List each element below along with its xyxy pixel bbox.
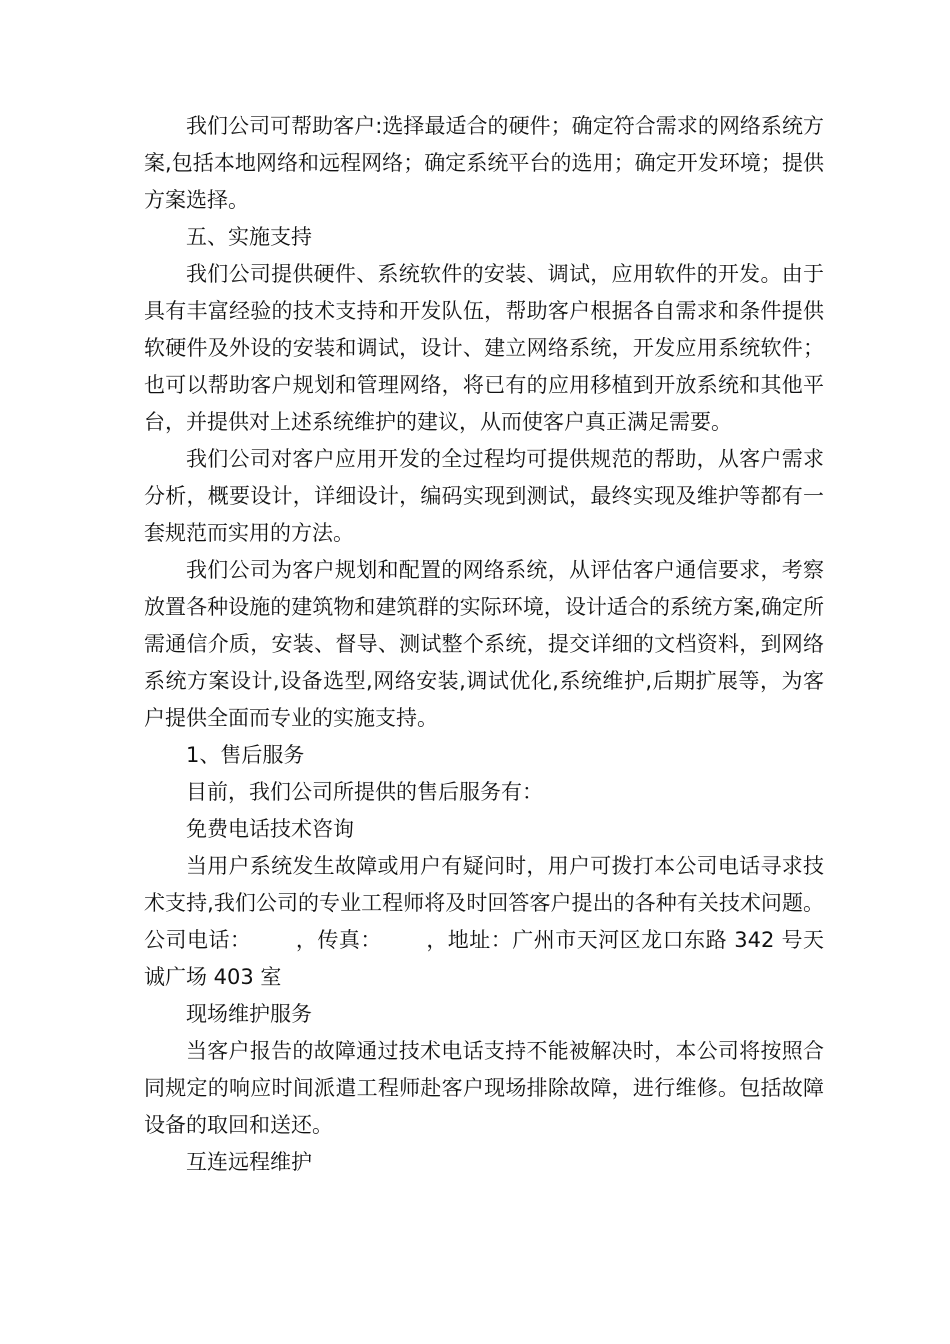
fax-label: ，传真： bbox=[295, 928, 382, 952]
phone-consulting-text: 当用户系统发生故障或用户有疑问时，用户可拨打本公司电话寻求技术支持,我们公司的专业工程师将及时回答客户提出的各种有关技术问题。 bbox=[144, 854, 824, 915]
address-label: ，地址： bbox=[425, 928, 513, 952]
paragraph-development-process: 我们公司对客户应用开发的全过程均可提供规范的帮助，从客户需求分析，概要设计，详细设计，编码实现到测试，最终实现及维护等都有一套规范而实用的方法。 bbox=[144, 447, 824, 545]
subheading-phone-consulting: 免费电话技术咨询 bbox=[186, 817, 354, 841]
subheading-remote-maintenance: 互连远程维护 bbox=[186, 1150, 312, 1174]
phone-label: 公司电话： bbox=[144, 928, 252, 952]
paragraph-network-planning: 我们公司为客户规划和配置的网络系统，从评估客户通信要求，考察放置各种设施的建筑物和建筑群的实际环境，设计适合的系统方案,确定所需通信介质，安装、督导、测试整个系统，提交详细的文档资料，到网络系统方案设计,设备选型,网络安装,调试优化,系统维护,后期扩展等，为客户提供全面而专业的实施支持。 bbox=[144, 558, 824, 730]
address-text: 广州市天河区龙口东路 342 号天诚广场 403 室 bbox=[144, 928, 824, 989]
document-page bbox=[144, 108, 824, 1181]
paragraph-services-intro: 目前，我们公司所提供的售后服务有： bbox=[186, 780, 543, 804]
paragraph-onsite-maintenance: 当客户报告的故障通过技术电话支持不能被解决时，本公司将按照合同规定的响应时间派遣工程师赴客户现场排除故障，进行维修。包括故障设备的取回和送还。 bbox=[144, 1039, 824, 1137]
subheading-onsite-maintenance: 现场维护服务 bbox=[186, 1002, 312, 1026]
paragraph-installation-support: 我们公司提供硬件、系统软件的安装、调试，应用软件的开发。由于具有丰富经验的技术支持和开发队伍，帮助客户根据各自需求和条件提供软硬件及外设的安装和调试，设计、建立网络系统，开发应用系统软件；也可以帮助客户规划和管理网络，将已有的应用移植到开放系统和其他平台，并提供对上述系统维护的建议，从而使客户真正满足需要。 bbox=[144, 262, 824, 434]
paragraph-phone-consulting bbox=[144, 848, 824, 996]
section-heading-after-sales: 1、售后服务 bbox=[186, 743, 305, 767]
paragraph-hardware-selection: 我们公司可帮助客户:选择最适合的硬件；确定符合需求的网络系统方案,包括本地网络和远程网络；确定系统平台的选用；确定开发环境；提供方案选择。 bbox=[144, 114, 824, 212]
section-heading-implementation-support: 五、实施支持 bbox=[186, 225, 312, 249]
